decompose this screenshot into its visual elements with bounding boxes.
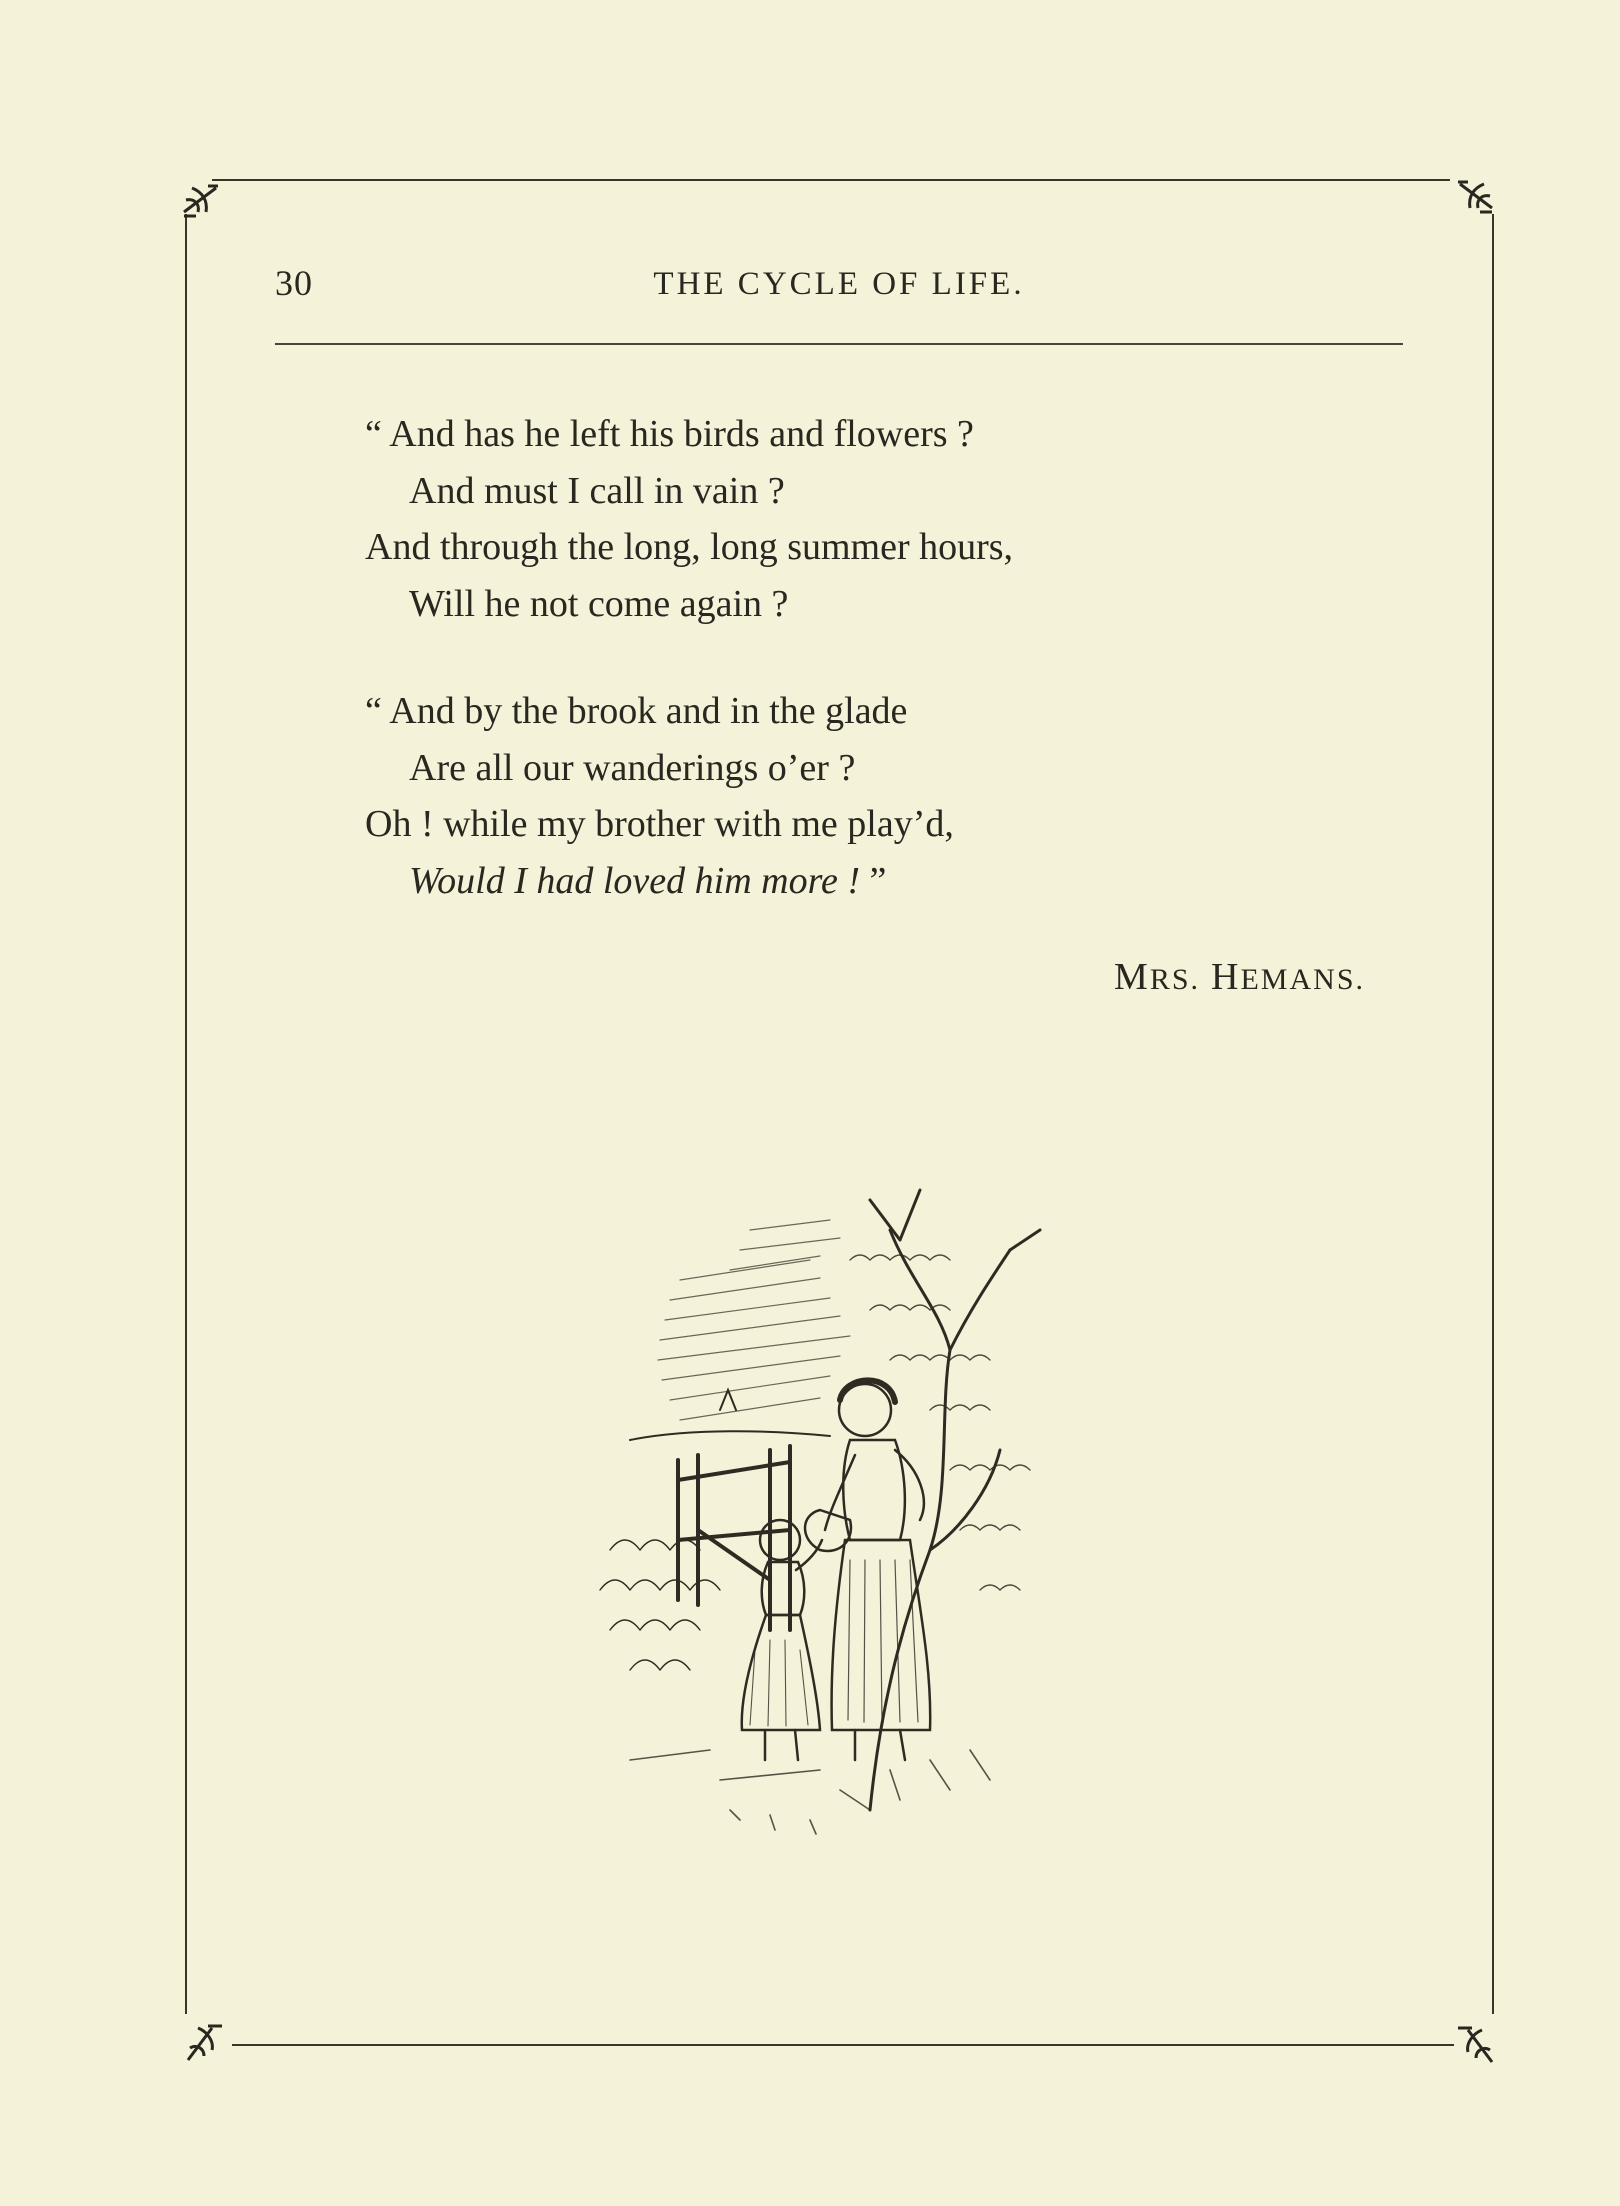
poem-line: “ And by the brook and in the glade	[365, 690, 908, 732]
illustration-woman-and-child-at-gate	[570, 1110, 1100, 1850]
attribution-initial: H	[1211, 956, 1241, 998]
poem-line: “ And has he left his birds and flowers ?	[365, 413, 974, 455]
corner-ornament-bottom-right	[1454, 2022, 1498, 2066]
poem-line: And through the long, long summer hours,	[365, 526, 1014, 568]
frame-top-line	[212, 179, 1450, 181]
poem-line: Oh ! while my brother with me play’d,	[365, 803, 954, 845]
italic-text: Would I had loved him more !	[409, 859, 861, 902]
poem-line-italic	[365, 853, 954, 910]
corner-ornament-bottom-left	[182, 2020, 226, 2064]
poem-stanza-1	[365, 406, 1013, 632]
page-header	[275, 262, 1403, 310]
attribution-smallcaps: RS.	[1149, 963, 1201, 996]
corner-ornament-top-right	[1454, 174, 1498, 218]
page-number: 30	[275, 263, 313, 303]
poem-stanza-2	[365, 683, 954, 909]
running-title: THE CYCLE OF LIFE.	[653, 266, 1025, 302]
frame-left-line	[185, 214, 187, 2014]
frame-bottom-line	[232, 2044, 1454, 2046]
poem-line: Will he not come again ?	[409, 582, 789, 625]
attribution-initial: M	[1114, 956, 1150, 998]
attribution-smallcaps: EMANS.	[1240, 963, 1365, 996]
attribution	[1114, 955, 1365, 999]
engraving-illustration	[570, 1110, 1100, 1850]
poem-line: Are all our wanderings o’er ?	[409, 746, 856, 789]
corner-ornament-top-left	[178, 178, 222, 222]
frame-right-line	[1492, 214, 1494, 2014]
closing-quote: ”	[860, 859, 887, 902]
poem-line: And must I call in vain ?	[409, 469, 785, 512]
header-rule	[275, 343, 1403, 345]
